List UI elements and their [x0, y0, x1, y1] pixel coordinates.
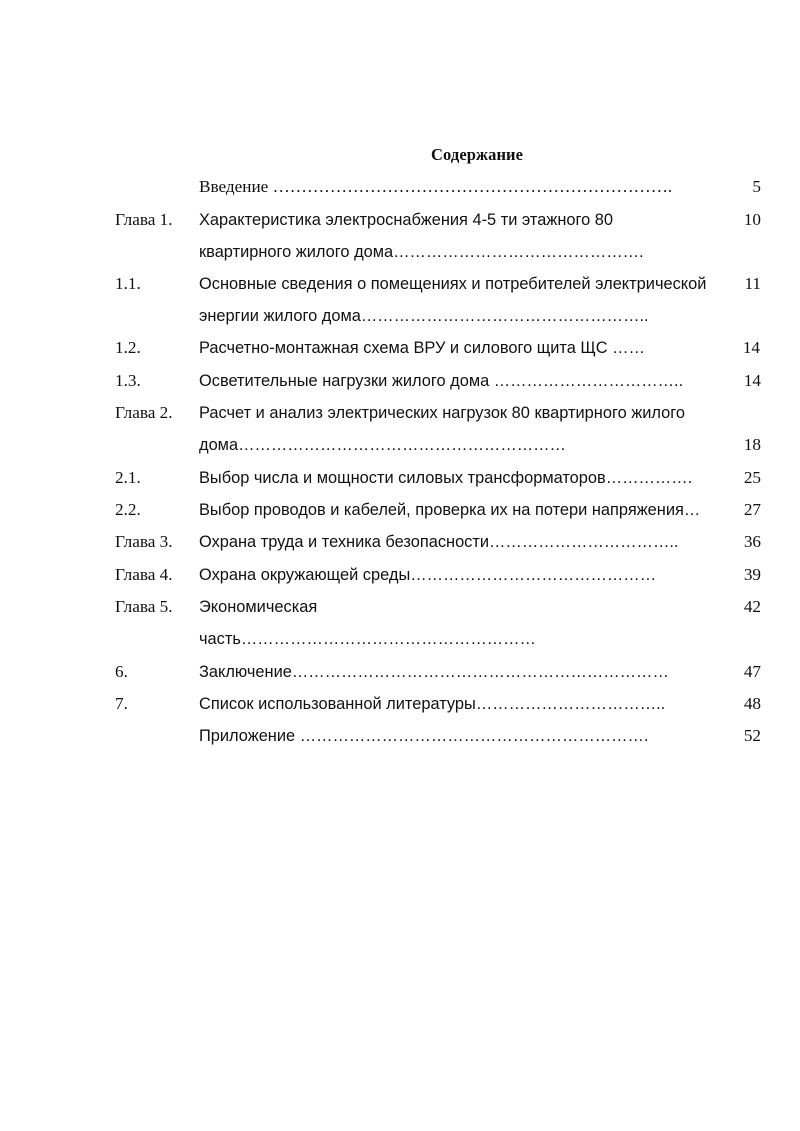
- toc-entry-page: 39: [743, 565, 761, 584]
- toc-entry-number: Глава 2.: [115, 403, 173, 422]
- toc-entry-page: 47: [743, 662, 761, 681]
- toc-entry-page: 42: [743, 597, 761, 616]
- toc-entry-text: Экономическая: [199, 598, 318, 616]
- toc-entry-chapter-5: [0, 591, 800, 655]
- toc-entry-text: Список использованной литературы……………………………..: [199, 695, 666, 713]
- toc-entry-page: 36: [743, 532, 761, 551]
- toc-entry-text: Расчетно-монтажная схема ВРУ и силового щита ЩС ……: [199, 339, 645, 357]
- toc-entry-text: Охрана окружающей среды………………………………………: [199, 566, 657, 584]
- toc-entry-1-1: [0, 268, 800, 332]
- toc-entry-number: 1.1.: [115, 274, 141, 293]
- toc-entry-text: Характеристика электроснабжения 4-5 ти этажного 80: [199, 211, 614, 229]
- toc-entry-page: 27: [743, 500, 761, 519]
- toc-entry-number: 1.3.: [115, 371, 141, 390]
- toc-entry-text: Осветительные нагрузки жилого дома ……………………………..: [199, 372, 684, 390]
- toc-entry-text: Приложение ……………………………………………………….: [199, 727, 649, 745]
- toc-entry-number: Глава 1.: [115, 210, 173, 229]
- toc-entry-page: 52: [743, 726, 761, 745]
- toc-entry-page: 48: [743, 694, 761, 713]
- toc-entry-number: Глава 4.: [115, 565, 173, 584]
- toc-entry-page: 5: [752, 177, 761, 196]
- toc-entry-text-continued: часть………………………………………………: [199, 630, 536, 649]
- toc-entry-text: Охрана труда и техника безопасности……………………………..: [199, 533, 679, 551]
- toc-entry-chapter-2: [0, 397, 800, 461]
- toc-entry-number: 2.2.: [115, 500, 141, 519]
- toc-entry-number: 1.2.: [115, 338, 141, 357]
- toc-entry-page: 18: [743, 435, 761, 455]
- toc-entry-page: 14: [742, 338, 760, 357]
- toc-entry-text: Введение …………………………………………………………….: [199, 177, 673, 196]
- toc-entry-text-continued: квартирного жилого дома……………………………………….: [199, 243, 644, 262]
- toc-entry-text: Расчет и анализ электрических нагрузок 80 квартирного жилого: [199, 404, 685, 422]
- toc-entry-page: 10: [743, 210, 761, 229]
- toc-entry-page: 14: [743, 371, 761, 390]
- toc-entry-page: 11: [744, 274, 761, 293]
- document-title: Содержание: [431, 145, 524, 164]
- toc-entry-number: 6.: [115, 662, 128, 681]
- toc-entry-text: Выбор числа и мощности силовых трансформаторов…………….: [199, 469, 693, 487]
- toc-entry-text: Основные сведения о помещениях и потребителей электрической: [199, 275, 707, 293]
- toc-entry-page: 25: [743, 468, 761, 487]
- toc-entry-number: Глава 5.: [115, 597, 173, 616]
- toc-entry-text: Заключение……………………………………………………………: [199, 663, 669, 681]
- toc-entry-text-continued: энергии жилого дома……………………………………………..: [199, 307, 649, 326]
- toc-entry-text-continued: дома……………………………………………………: [199, 436, 566, 455]
- toc-entry-text: Выбор проводов и кабелей, проверка их на потери напряжения…: [199, 501, 701, 519]
- toc-entry-number: Глава 3.: [115, 532, 173, 551]
- toc-entry-appendix: [0, 720, 800, 784]
- toc-entry-chapter-1: [0, 204, 800, 268]
- toc-entry-number: 7.: [115, 694, 128, 713]
- toc-entry-number: 2.1.: [115, 468, 141, 487]
